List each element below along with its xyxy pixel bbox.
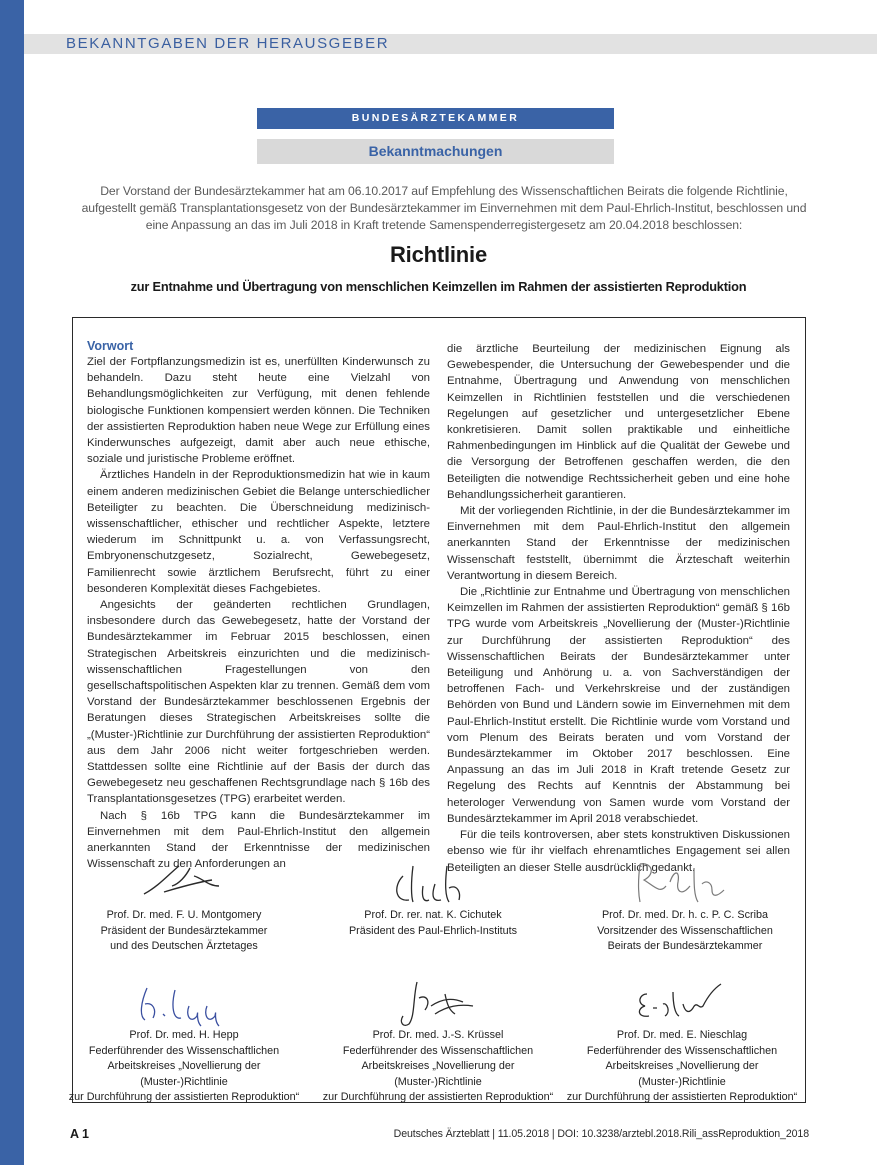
handwritten-signature	[373, 856, 493, 908]
signatory-role: Federführender des Wissenschaftlichen	[586, 1044, 778, 1057]
handwritten-signature	[124, 856, 244, 908]
foreword-paragraph: Für die teils kontroversen, aber stets konstruktiven Diskussionen ebenso wie für ihr vielfach ehrenamtliches Engagement sei allen Beteiligten an dieser Stelle ausdrücklich gedankt.	[447, 829, 790, 874]
signatory-role: Präsident der Bundesärztekammer	[100, 924, 268, 937]
foreword-paragraph: Die „Richtlinie zur Entnahme und Übertragung von menschlichen Keimzellen im Rahmen der assistierten Reproduktion“ gemäß § 16b TPG wurde vom Arbeitskreis „Novellierung der (Muster-)Richtlinie zur Durchführung der assistierten Reproduktion“ des Wissenschaftlichen Beirats der Bundesärztekammer unter Beteiligung und Anhörung u. a. von Sachverständigen der betroffenen Fach- und Verkehrskreise und der zuständigen Behörden von Bund und Ländern sowie im Einvernehmen mit dem Paul-Ehrlich-Institut erstellt. Die Richtlinie wurde vom Vorstand und vom Plenum des Beirats beraten und vom Vorstand der Bundesärztekammer im Oktober 2017 beschlossen. Eine Anpassung an das im Juli 2018 in Kraft tretende Gesetz zur Regelung des Rechts auf Kenntnis der Abstammung bei heterologer Verwendung von Samen wurde vom Vorstand der Bundesärztekammer im April 2018 verabschiedet.	[447, 586, 790, 825]
announcement-bar: Bekanntmachungen	[257, 139, 614, 164]
signatory-name: Prof. Dr. med. J.-S. Krüssel	[372, 1029, 504, 1041]
signatory-role: und des Deutschen Ärztetages	[110, 940, 258, 953]
foreword-paragraph: die ärztliche Beurteilung der medizinischen Eignung als Gewebespender, die Untersuchung der Gewebespender und die Entnahme, Übertragung und Anwendung von menschlichen Keimzellen in Richtlinien feststellen und die verschiedenen Regelungen auf gesetzlicher und untergesetzlicher Ebene konkretisieren. Damit sollen praktikable und einheitliche Rahmenbedingungen im Hinblick auf die Qualität der Gewebe und die Versorgung der Betroffenen geschaffen werden, die den Beteiligten die notwendige Rechtssicherheit geben und eine hohe Behandlungssicherheit garantieren.	[447, 343, 790, 501]
foreword-paragraph: Nach § 16b TPG kann die Bundesärztekammer im Einvernehmen mit dem Paul-Ehrlich-Institut den allgemein anerkannten Stand der Erkenntnisse der medizinischen Wissenschaft zu den Anforderungen an	[87, 809, 430, 871]
signature-block-hepp	[64, 976, 304, 1106]
signature-block-scriba	[565, 856, 805, 955]
handwritten-signature	[620, 856, 750, 908]
signature-block-cichutek	[313, 856, 553, 939]
signatory-role: Federführender des Wissenschaftlichen	[342, 1044, 534, 1057]
left-accent-stripe	[0, 0, 24, 1165]
signatory-role: Arbeitskreises „Novellierung der (Muster-)Richtlinie	[605, 1060, 759, 1088]
signatory-name: Prof. Dr. med. E. Nieschlag	[616, 1029, 748, 1041]
signatory-name: Prof. Dr. rer. nat. K. Cichutek	[364, 909, 502, 921]
signatory-role: zur Durchführung der assistierten Reproduktion“	[566, 1091, 798, 1104]
signatory-role: Arbeitskreises „Novellierung der (Muster-)Richtlinie	[107, 1060, 261, 1088]
foreword-left-column	[87, 338, 430, 873]
signatory-role: zur Durchführung der assistierten Reproduktion“	[68, 1091, 300, 1104]
foreword-heading: Vorwort	[87, 339, 134, 353]
foreword-right-column	[447, 341, 790, 876]
section-label: BEKANNTGABEN DER HERAUSGEBER	[66, 35, 390, 52]
footer-citation	[394, 1128, 809, 1140]
signatory-name: Prof. Dr. med. F. U. Montgomery	[106, 909, 262, 921]
signatory-role: zur Durchführung der assistierten Reproduktion“	[322, 1091, 554, 1104]
footer-separator: |	[551, 1128, 558, 1140]
document-title: Richtlinie	[389, 242, 487, 267]
signatory-role: Vorsitzender des Wissenschaftlichen	[597, 924, 773, 937]
page-number: A 1	[70, 1127, 89, 1141]
intro-text: Der Vorstand der Bundesärztekammer hat am 06.10.2017 auf Empfehlung des Wissenschaftlichen Beirats die folgende Richtlinie, aufgestellt gemäß Transplantationsgesetz von der Bundesärztekammer im Einvernehmen mit dem Paul-Ehrlich-Institut, beschlossen und eine Anpassung an das im Juli 2018 in Kraft tretende Samenspenderregistergesetz am 20.04.2018 beschlossen:	[81, 184, 807, 232]
handwritten-signature	[119, 976, 249, 1028]
signatory-role: Arbeitskreises „Novellierung der (Muster-)Richtlinie	[361, 1060, 515, 1088]
signature-block-nieschlag	[562, 976, 802, 1106]
signature-block-montgomery	[64, 856, 304, 955]
footer-separator: |	[492, 1128, 498, 1140]
organization-bar: BUNDESÄRZTEKAMMER	[257, 108, 614, 129]
foreword-paragraph: Angesichts der geänderten rechtlichen Grundlagen, insbesondere durch das Gewebegesetz, hatte der Vorstand der Bundesärztekammer im Februar 2015 beschlossen, einen Strategischen Arbeitskreis einzurichten und die medizinisch-wissenschaftlichen Fragestellungen von den gesellschaftspolitischen Aspekten klar zu trennen. Gemäß dem vom Vorstand der Bundesärztekammer beschlossenen Ergebnis der Beratungen dieses Strategischen Arbeitskreises sollte die „(Muster-)Richtlinie zur Durchführung der assistierten Reproduktion“ aus dem Jahr 2006 nicht weiter fortgeschrieben werden. Stattdessen sollte eine Richtlinie auf der Basis der durch das Gewebegesetz neu geschaffenen Rechtsgrundlage nach § 16b des Transplantationsgesetzes (TPG) erarbeitet werden.	[87, 599, 430, 806]
signatory-name: Prof. Dr. med. H. Hepp	[129, 1029, 239, 1041]
signatory-name: Prof. Dr. med. Dr. h. c. P. C. Scriba	[601, 909, 768, 921]
document-subtitle: zur Entnahme und Übertragung von menschlichen Keimzellen im Rahmen der assistierten Reproduktion	[130, 279, 747, 294]
signatory-role: Federführender des Wissenschaftlichen	[88, 1044, 280, 1057]
doi-reference: DOI: 10.3238/arztebl.2018.Rili_assReproduktion_2018	[557, 1128, 809, 1140]
journal-name: Deutsches Ärzteblatt	[393, 1128, 490, 1140]
foreword-paragraph: Ziel der Fortpflanzungsmedizin ist es, unerfüllten Kinderwunsch zu behandeln. Dazu steht heute eine Vielzahl von Behandlungsmöglichkeiten zur Verfügung, mit denen fehlende biologische Funktionen kompensiert werden können. Die Techniken der assistierten Reproduktion haben neue Wege zur Erfüllung eines Kinderwunsches aufgezeigt, damit aber auch neue ethische, soziale und juristische Probleme eröffnet.	[87, 356, 430, 466]
foreword-paragraph: Mit der vorliegenden Richtlinie, in der die Bundesärztekammer im Einvernehmen mit dem Paul-Ehrlich-Institut den allgemein anerkannten Stand der Erkenntnisse der medizinischen Wissenschaft feststellt, übernimmt die Ärzteschaft weiterhin Verantwortung in diesem Bereich.	[447, 505, 790, 582]
signature-block-kruessel	[318, 976, 558, 1106]
signatory-role: Präsident des Paul-Ehrlich-Instituts	[348, 924, 518, 937]
foreword-paragraph: Ärztliches Handeln in der Reproduktionsmedizin hat wie in kaum einem anderen medizinischen Gebiet die Belange unterschiedlicher Beteiligter zu beachten. Die Überschneidung medizinisch-wissenschaftlicher, ethischer und rechtlicher Aspekte, letztere wiederum im Schnittpunkt u. a. von Verfassungsrecht, Embryonenschutzgesetz, Sozialrecht, Gewebegesetz, Familienrecht sowie ärztlichem Berufsrecht, führt zu einer besonderen Komplexität dieses Fachgebietes.	[87, 469, 430, 595]
issue-date: 11.05.2018	[497, 1128, 549, 1140]
signatory-role: Beirats der Bundesärztekammer	[607, 940, 763, 953]
handwritten-signature	[617, 976, 747, 1028]
handwritten-signature	[373, 976, 503, 1028]
